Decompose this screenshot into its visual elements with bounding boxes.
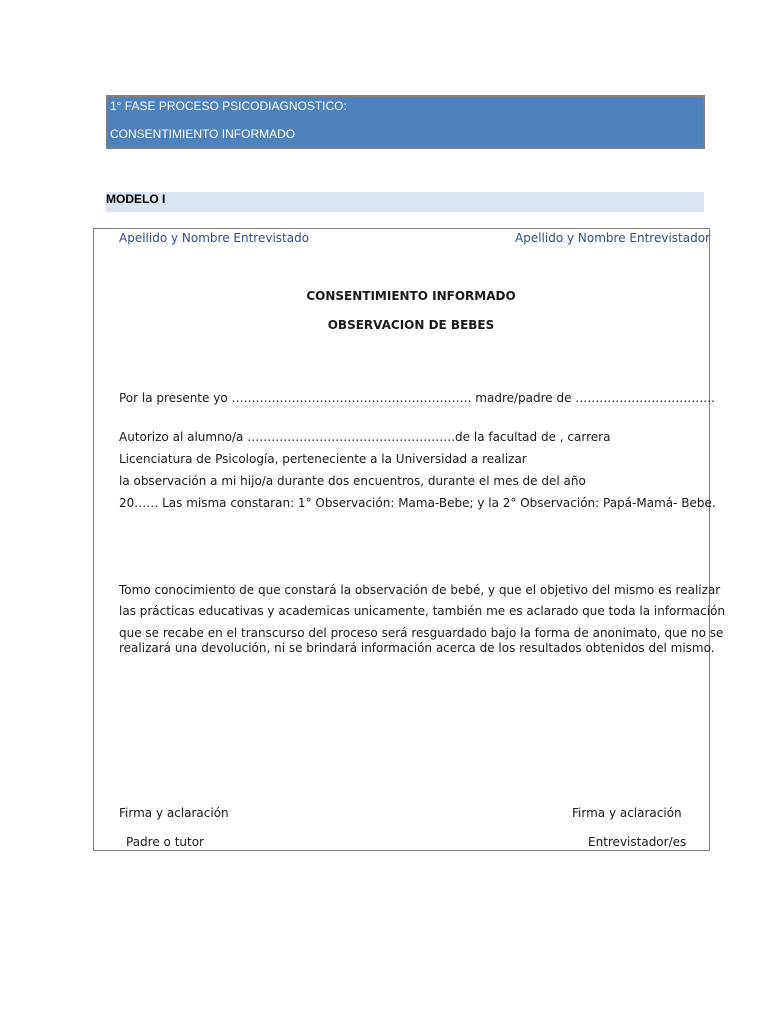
- acknowledgement-line-1: Tomo conocimiento de que constará la observación de bebé, y que el objetivo del mismo es realizar: [119, 583, 721, 597]
- signature-left-role: Padre o tutor: [126, 835, 204, 849]
- section-label: MODELO I: [106, 192, 166, 206]
- acknowledgement-line-2: las prácticas educativas y academicas unicamente, también me es aclarado que toda la información: [119, 604, 726, 618]
- signature-right-label: Firma y aclaración: [572, 806, 682, 820]
- signature-left-label: Firma y aclaración: [119, 806, 229, 820]
- form-subtitle: OBSERVACION DE BEBES: [327, 318, 495, 332]
- interviewer-name-label: Apellido y Nombre Entrevistador: [515, 231, 710, 245]
- acknowledgement-line-3: que se recabe en el transcurso del proceso será resguardado bajo la forma de anonimato, que no se: [119, 626, 724, 640]
- authorization-line-2: Licenciatura de Psicología, perteneciente a la Universidad a realizar: [119, 452, 527, 466]
- authorization-line-4: 20…… Las misma constaran: 1° Observación: Mama-Bebe; y la 2° Observación: Papá-Mamá- Bebe.: [119, 496, 716, 510]
- section-bar: [106, 192, 704, 212]
- authorization-line-1: Autorizo al alumno/a …………………………………………….de la facultad de , carrera: [119, 430, 611, 444]
- form-title: CONSENTIMIENTO INFORMADO: [306, 289, 516, 303]
- declaration-line: Por la presente yo …………………………………………………… madre/padre de ……………………………..: [119, 391, 715, 405]
- authorization-line-3: la observación a mi hijo/a durante dos encuentros, durante el mes de del año: [119, 474, 586, 488]
- interviewee-name-label: Apellido y Nombre Entrevistado: [119, 231, 310, 245]
- header-phase-title: 1° FASE PROCESO PSICODIAGNOSTICO:: [110, 99, 347, 113]
- acknowledgement-line-4: realizará una devolución, ni se brindará información acerca de los resultados obtenidos del mismo.: [119, 641, 715, 655]
- header-banner: [106, 95, 705, 149]
- header-document-title: CONSENTIMIENTO INFORMADO: [110, 127, 296, 141]
- signature-right-role: Entrevistador/es: [588, 835, 687, 849]
